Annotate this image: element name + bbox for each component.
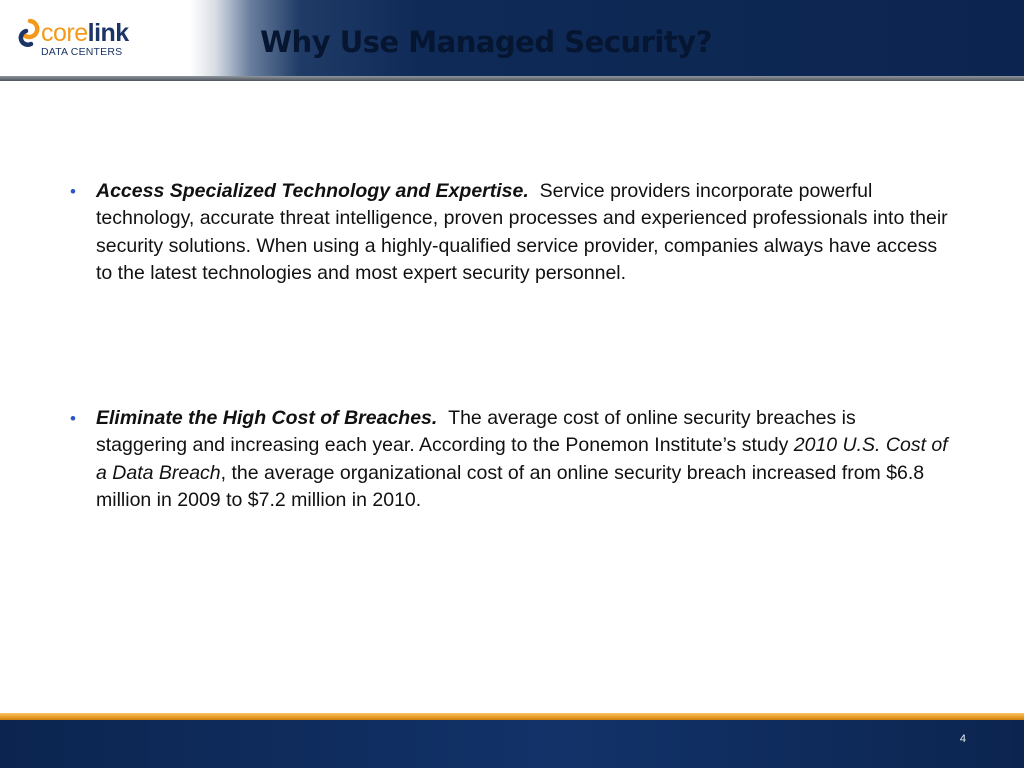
bullet-body-end: , the average organizational cost of an online security breach increased from $6.8 million in 2009 to $7.2 million in 2010.: [96, 461, 925, 512]
logo-subtitle: DATA CENTERS: [41, 46, 123, 58]
logo-word-core: core: [41, 19, 88, 47]
logo-word-link: link: [87, 19, 129, 47]
footer-bar: [0, 720, 1024, 768]
bullet-heading: Eliminate the High Cost of Breaches.: [96, 407, 438, 430]
bullet-heading: Access Specialized Technology and Expertise.: [96, 180, 529, 202]
page-number: 4: [959, 733, 966, 745]
header-bar: [0, 0, 1024, 76]
bullet-icon: •: [70, 409, 76, 429]
bullet-breach-cost: [70, 405, 950, 514]
footer-divider: [0, 713, 1024, 720]
header-divider: [0, 76, 1024, 81]
bullet-body: Service providers incorporate powerful technology, accurate threat intelligence, proven processes and experienced professionals into their security solutions. When using a highly-qualified service provider, companies always have access to the latest technologies and most expert security personnel.: [96, 180, 948, 284]
bullet-body: The average cost of online security breaches is staggering and increasing each year. According to the Ponemon Institute’s study: [96, 407, 856, 457]
bullet-icon: •: [70, 182, 76, 201]
slide-content: [70, 178, 950, 514]
slide-title: Why Use Managed Security?: [260, 25, 712, 59]
bullet-access-expertise: [70, 178, 950, 287]
study-title: 2010 U.S. Cost of a Data Breach: [96, 434, 948, 484]
